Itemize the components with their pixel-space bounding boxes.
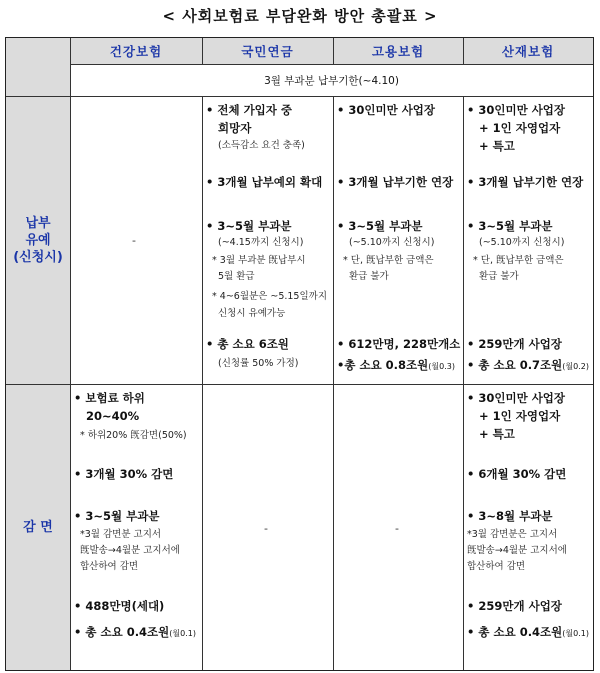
reduction-employment-empty: - bbox=[395, 522, 399, 535]
deferral-accident-period-note: (~5.10까지 신청시) bbox=[479, 237, 565, 248]
reduction-health-target-2: 20~40% bbox=[86, 409, 140, 423]
deferral-accident-cell bbox=[463, 96, 593, 384]
reduction-accident-note-3: 합산하여 감면 bbox=[467, 561, 526, 572]
reduction-health-cell bbox=[70, 384, 202, 670]
row-label-reduction-text: 감 면 bbox=[23, 519, 53, 535]
reduction-accident-cell bbox=[463, 384, 593, 670]
row-label-deferral-line3: (신청시) bbox=[13, 249, 63, 265]
reduction-accident-cost-sub: (월0.1) bbox=[562, 629, 589, 638]
reduction-accident-cost bbox=[467, 624, 591, 642]
row-label-reduction bbox=[6, 384, 70, 670]
deferral-pension-target-note: (소득감소 요건 충족) bbox=[218, 140, 305, 151]
deferral-pension-note-b1: * 4~6월분은 ~5.15일까지 bbox=[212, 291, 328, 302]
deferral-pension-period-note: (~4.15까지 신청시) bbox=[218, 237, 304, 248]
deferral-health-empty: - bbox=[132, 234, 136, 247]
deadline-note: 3월 부과분 납부기한(~4.10) bbox=[70, 64, 593, 96]
header-health: 건강보험 bbox=[70, 38, 202, 64]
reduction-health-target-note: * 하위20% 旣감면(50%) bbox=[80, 430, 187, 441]
deferral-accident-period: • 3~5월 부과분 bbox=[467, 219, 553, 233]
reduction-health-cost bbox=[74, 624, 200, 642]
deferral-accident-cost-text: • 총 소요 0.7조원 bbox=[467, 358, 563, 372]
reduction-accident-period: • 3~8월 부과분 bbox=[467, 509, 553, 523]
page-title: < 사회보험료 부담완화 방안 총괄표 > bbox=[162, 7, 438, 25]
reduction-pension-empty: - bbox=[264, 522, 268, 535]
header-employment: 고용보험 bbox=[333, 38, 463, 64]
reduction-health-count: • 488만명(세대) bbox=[74, 599, 165, 613]
reduction-health-note-2: 旣발송→4월분 고지서에 bbox=[80, 545, 180, 556]
deferral-accident-target-3: + 특고 bbox=[479, 139, 515, 153]
deferral-pension-cell bbox=[202, 96, 333, 384]
deferral-pension-cost: • 총 소요 6조원 bbox=[206, 337, 289, 351]
header-pension: 국민연금 bbox=[202, 38, 333, 64]
deferral-employment-cost-sub: (월0.3) bbox=[428, 362, 455, 371]
deferral-employment-cost-text: •총 소요 0.8조원 bbox=[337, 358, 429, 372]
header-accident: 산재보험 bbox=[463, 38, 593, 64]
deferral-accident-count: • 259만개 사업장 bbox=[467, 337, 562, 351]
row-label-deferral-line1: 납부 bbox=[25, 215, 51, 231]
reduction-accident-target-1: • 30인미만 사업장 bbox=[467, 391, 566, 405]
deferral-accident-note-2: 환급 불가 bbox=[479, 271, 519, 282]
deferral-accident-cost bbox=[467, 357, 591, 375]
deferral-pension-cost-note: (신청률 50% 가정) bbox=[218, 358, 299, 369]
deferral-employment-period-note: (~5.10까지 신청시) bbox=[349, 237, 435, 248]
summary-table bbox=[5, 37, 594, 671]
reduction-accident-note-2: 旣발송→4월분 고지서에 bbox=[467, 545, 567, 556]
deferral-pension-note-a2: 5월 환급 bbox=[218, 271, 255, 282]
corner-cell bbox=[6, 38, 70, 96]
reduction-health-note-1: *3월 감면분 고지서 bbox=[80, 529, 162, 540]
deferral-accident-target-1: • 30인미만 사업장 bbox=[467, 103, 566, 117]
deferral-pension-note-a1: * 3월 부과분 旣납부시 bbox=[212, 255, 306, 266]
deferral-employment-target: • 30인미만 사업장 bbox=[337, 103, 436, 117]
row-label-deferral bbox=[6, 96, 70, 384]
reduction-health-cost-sub: (월0.1) bbox=[169, 629, 196, 638]
reduction-health-target-1: • 보험료 하위 bbox=[74, 391, 145, 405]
deferral-employment-count: • 612만명, 228만개소 bbox=[337, 337, 461, 351]
deferral-employment-extend: • 3개월 납부기한 연장 bbox=[337, 175, 454, 189]
deferral-accident-cost-sub: (월0.2) bbox=[562, 362, 589, 371]
deferral-employment-period: • 3~5월 부과분 bbox=[337, 219, 423, 233]
deferral-pension-target-1: • 전체 가입자 중 bbox=[206, 103, 293, 117]
deferral-employment-cell bbox=[333, 96, 463, 384]
reduction-health-cost-text: • 총 소요 0.4조원 bbox=[74, 625, 170, 639]
deferral-pension-extend: • 3개월 납부예외 확대 bbox=[206, 175, 323, 189]
deferral-employment-note-1: * 단, 旣납부한 금액은 bbox=[343, 255, 434, 266]
reduction-accident-note-1: *3월 감면분은 고지서 bbox=[467, 529, 558, 540]
deferral-accident-target-2: + 1인 자영업자 bbox=[479, 121, 561, 135]
deferral-accident-extend: • 3개월 납부기한 연장 bbox=[467, 175, 584, 189]
reduction-accident-target-3: + 특고 bbox=[479, 427, 515, 441]
reduction-health-cut: • 3개월 30% 감면 bbox=[74, 467, 174, 481]
row-label-deferral-line2: 유예 bbox=[25, 232, 51, 248]
reduction-accident-count: • 259만개 사업장 bbox=[467, 599, 562, 613]
deferral-accident-note-1: * 단, 旣납부한 금액은 bbox=[473, 255, 564, 266]
deferral-pension-period: • 3~5월 부과분 bbox=[206, 219, 292, 233]
reduction-accident-cut: • 6개월 30% 감면 bbox=[467, 467, 567, 481]
reduction-health-note-3: 합산하여 감면 bbox=[80, 561, 139, 572]
deferral-pension-target-2: 희망자 bbox=[218, 121, 252, 135]
deferral-employment-cost bbox=[337, 357, 461, 375]
reduction-accident-target-2: + 1인 자영업자 bbox=[479, 409, 561, 423]
deferral-pension-note-b2: 신청시 유예가능 bbox=[218, 308, 286, 319]
reduction-accident-cost-text: • 총 소요 0.4조원 bbox=[467, 625, 563, 639]
deferral-employment-note-2: 환급 불가 bbox=[349, 271, 389, 282]
reduction-health-period: • 3~5월 부과분 bbox=[74, 509, 160, 523]
